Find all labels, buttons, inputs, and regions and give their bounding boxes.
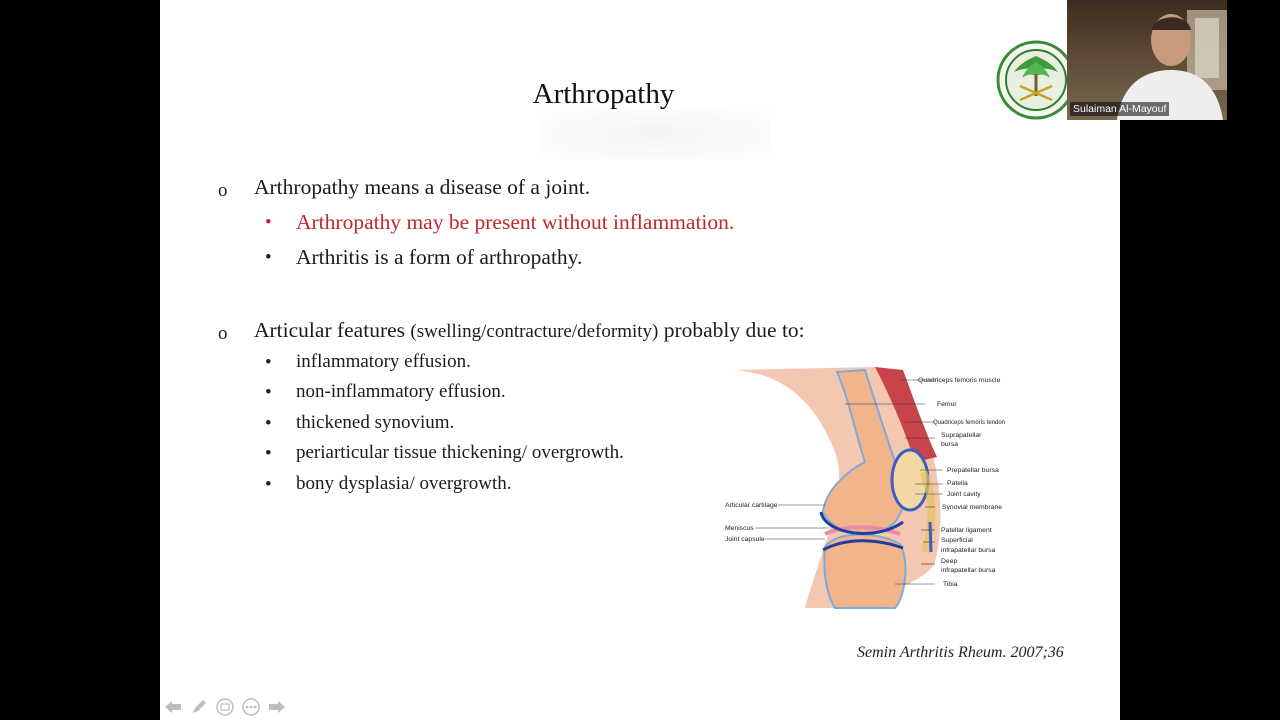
pen-icon[interactable] bbox=[188, 696, 210, 718]
webcam-video-tile[interactable] bbox=[1067, 0, 1227, 120]
slide-title: Arthropathy bbox=[532, 78, 675, 110]
section1-text: Arthropathy means a disease of a joint. bbox=[254, 175, 591, 199]
label-suprapatellar: Suprapatellar bbox=[941, 432, 982, 439]
bullet-marker: • bbox=[265, 212, 272, 233]
presentation-slide bbox=[160, 0, 1120, 720]
citation: Semin Arthritis Rheum. 2007;36 bbox=[857, 644, 1064, 661]
label-articular-cartilage: Articular cartilage bbox=[725, 502, 778, 509]
bullet-marker: • bbox=[265, 443, 272, 464]
bullet-marker: • bbox=[265, 413, 272, 434]
participant-name: Sulaiman Al-Mayouf bbox=[1070, 102, 1169, 116]
section2-text-before: Articular features bbox=[254, 318, 411, 342]
label-quadriceps-tendon: Quadriceps femoris tendon bbox=[933, 420, 1006, 426]
hollow-bullet-marker: o bbox=[218, 323, 228, 344]
bullet-marker: • bbox=[265, 247, 272, 268]
label-deep-infrapatellar-bursa: infrapatellar bursa bbox=[941, 567, 996, 574]
label-suprapatellar-bursa: bursa bbox=[941, 441, 959, 448]
label-joint-cavity: Joint cavity bbox=[947, 491, 981, 498]
title-glow bbox=[540, 110, 770, 160]
bullet-marker: • bbox=[265, 474, 272, 495]
label-femur: Femur bbox=[937, 401, 957, 408]
section2-text-small: (swelling/contracture/deformity) bbox=[410, 321, 659, 342]
label-quadriceps-muscle: Quadriceps femoris muscle bbox=[918, 377, 1001, 384]
label-synovial-membrane: Synovial membrane bbox=[942, 504, 1003, 511]
label-superficial-infrapatellar-bursa: infrapatellar bursa bbox=[941, 547, 996, 554]
slide-navigation-bar bbox=[162, 695, 288, 719]
bullet-item: periarticular tissue thickening/ overgrowth. bbox=[296, 442, 624, 463]
bullet-item: thickened synovium. bbox=[296, 412, 455, 433]
previous-slide-arrow-icon[interactable] bbox=[162, 696, 184, 718]
more-options-icon[interactable] bbox=[240, 696, 262, 718]
label-superficial: Superficial bbox=[941, 537, 973, 544]
slides-overview-icon[interactable] bbox=[214, 696, 236, 718]
label-deep: Deep bbox=[941, 558, 958, 565]
label-meniscus: Meniscus bbox=[725, 525, 754, 532]
section2-text bbox=[254, 318, 805, 343]
bullet-arthritis: Arthritis is a form of arthropathy. bbox=[296, 245, 583, 269]
label-joint-capsule: Joint capsule bbox=[725, 536, 765, 543]
hollow-bullet-marker: o bbox=[218, 180, 228, 201]
bullet-inflammation: Arthropathy may be present without inflammation. bbox=[296, 210, 735, 234]
bullet-item: bony dysplasia/ overgrowth. bbox=[296, 473, 512, 494]
next-slide-arrow-icon[interactable] bbox=[266, 696, 288, 718]
label-patella: Patella bbox=[947, 480, 968, 487]
label-prepatellar-bursa: Prepatellar bursa bbox=[947, 467, 999, 474]
label-patellar-ligament: Patellar ligament bbox=[941, 527, 992, 534]
bullet-item: non-inflammatory effusion. bbox=[296, 381, 506, 402]
section2-text-after: probably due to: bbox=[658, 318, 805, 342]
bullet-item: inflammatory effusion. bbox=[296, 351, 471, 372]
label-tibia: Tibia bbox=[943, 581, 958, 588]
university-logo bbox=[996, 36, 1068, 124]
bullet-marker: • bbox=[265, 382, 272, 403]
knee-anatomy-diagram bbox=[725, 362, 1025, 610]
bullet-marker: • bbox=[265, 352, 272, 373]
